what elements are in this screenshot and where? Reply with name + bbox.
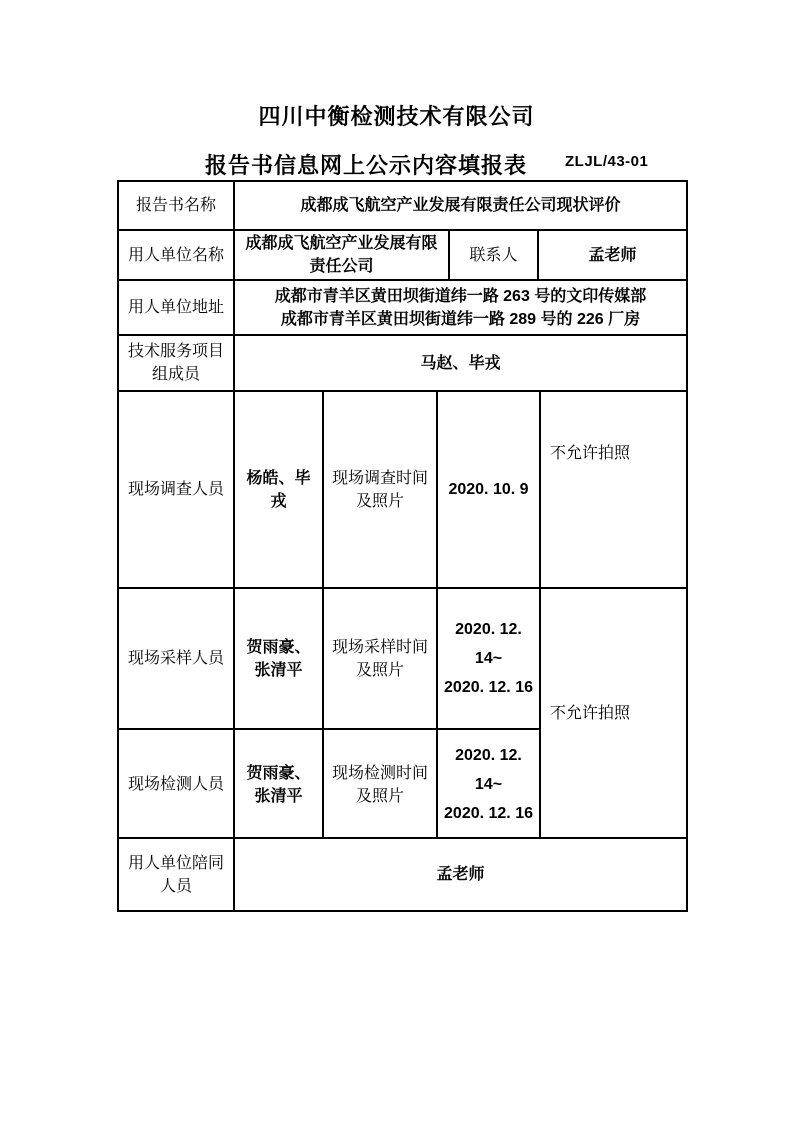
testing-time-label (322, 730, 436, 839)
row-project-team (119, 334, 686, 390)
form-title: 报告书信息网上公示内容填报表 (205, 153, 528, 178)
sampling-staff-line1: 贺雨豪、 (246, 638, 311, 656)
testing-time-label-line2: 及照片 (355, 787, 404, 805)
report-info-table (117, 180, 688, 912)
survey-date: 2020. 10. 9 (436, 392, 539, 587)
sampling-testing-photo-note: 不允许拍照 (539, 589, 686, 837)
sampling-time-label-line1: 现场采样时间 (331, 638, 428, 656)
employer-name-line1: 成都成飞航空产业发展有限 (245, 235, 438, 252)
testing-date-line1: 2020. 12. 14~ (455, 747, 522, 793)
escort-label-line1: 用人单位陪同 (127, 854, 224, 872)
contact-label: 联系人 (448, 231, 537, 279)
company-title: 四川中衡检测技术有限公司 (258, 104, 535, 129)
project-team-value: 马赵、毕戎 (233, 336, 686, 390)
row-employer-name (119, 229, 686, 279)
employer-address-line1: 成都市青羊区黄田坝街道纬一路 263 号的文印传媒部 (274, 287, 647, 305)
escort-value: 孟老师 (233, 839, 686, 910)
report-name-value: 成都成飞航空产业发展有限责任公司现状评价 (233, 182, 686, 229)
report-name-label: 报告书名称 (135, 197, 216, 214)
employer-address-label: 用人单位地址 (127, 299, 224, 316)
employer-address-line2: 成都市青羊区黄田坝街道纬一路 289 号的 226 厂房 (280, 310, 641, 328)
row-survey (119, 390, 686, 587)
row-sampling (119, 589, 539, 728)
row-report-name (119, 182, 686, 229)
project-team-label-line2: 组成员 (151, 366, 200, 383)
escort-label (119, 839, 233, 910)
sampling-time-label (322, 589, 436, 728)
testing-staff (233, 730, 322, 839)
testing-label: 现场检测人员 (127, 776, 224, 793)
employer-name-value (233, 231, 448, 279)
testing-time-label-line1: 现场检测时间 (331, 764, 428, 782)
sampling-time-label-line2: 及照片 (355, 661, 404, 679)
sampling-label: 现场采样人员 (127, 650, 224, 667)
contact-name: 孟老师 (537, 231, 686, 279)
survey-time-label-line1: 现场调查时间 (331, 469, 428, 487)
survey-time-label-line2: 及照片 (355, 492, 404, 510)
survey-photo-note: 不允许拍照 (539, 392, 686, 587)
sampling-date-line1: 2020. 12. 14~ (455, 621, 522, 667)
testing-staff-line2: 张清平 (254, 787, 303, 805)
row-escort (119, 837, 686, 910)
row-testing (119, 728, 539, 839)
survey-time-label (322, 392, 436, 587)
escort-label-line2: 人员 (159, 877, 192, 895)
survey-staff-line1: 杨皓、毕 (246, 469, 311, 487)
sampling-date (436, 589, 539, 728)
row-employer-address (119, 279, 686, 334)
project-team-label-line1: 技术服务项目 (127, 343, 224, 360)
employer-address-value (233, 281, 686, 334)
row-sampling-testing (119, 587, 686, 837)
testing-date-line2: 2020. 12. 16 (444, 805, 533, 822)
survey-staff (233, 392, 322, 587)
testing-date (436, 730, 539, 839)
sampling-date-line2: 2020. 12. 16 (444, 679, 533, 696)
testing-staff-line1: 贺雨豪、 (246, 764, 311, 782)
sampling-staff (233, 589, 322, 728)
sampling-testing-group (119, 589, 539, 837)
survey-label: 现场调查人员 (127, 481, 224, 498)
project-team-label (119, 336, 233, 390)
form-code: ZLJL/43-01 (565, 153, 649, 170)
employer-name-line2: 责任公司 (309, 258, 374, 275)
employer-name-label: 用人单位名称 (127, 246, 224, 264)
sampling-staff-line2: 张清平 (254, 661, 303, 679)
survey-staff-line2: 戎 (270, 492, 287, 510)
